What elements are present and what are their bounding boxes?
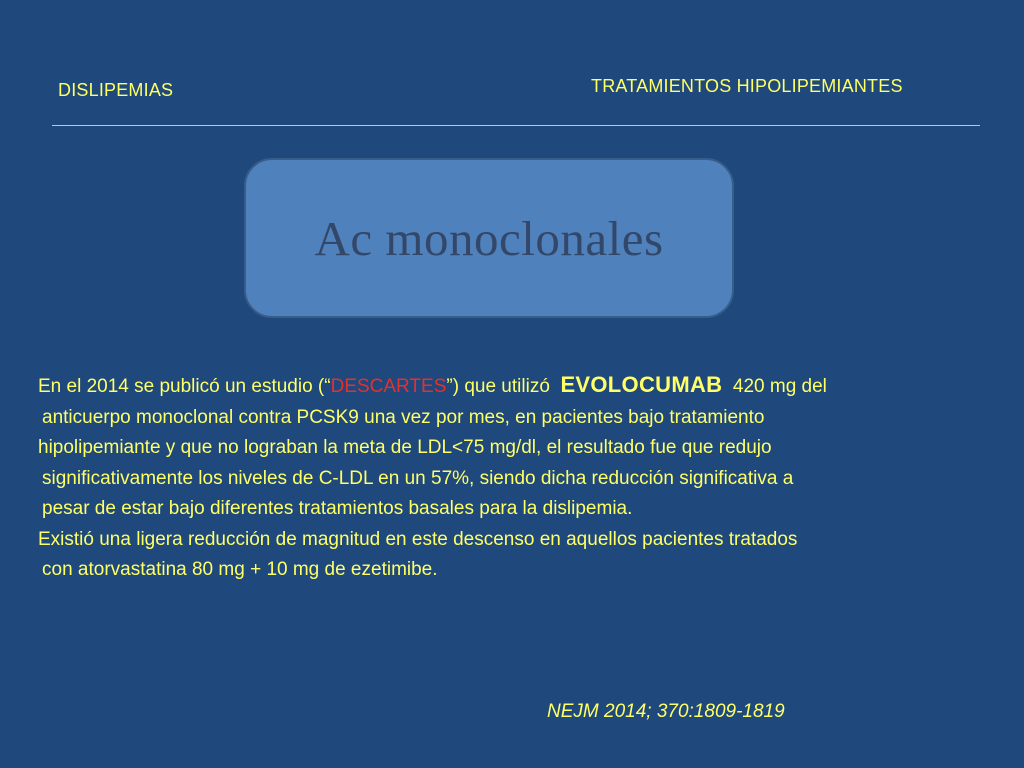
body-line-1 [38, 370, 988, 403]
study-name: DESCARTES [330, 376, 447, 397]
drug-name: EVOLOCUMAB [560, 372, 723, 397]
reference-citation: NEJM 2014; 370:1809-1819 [547, 701, 785, 722]
body-line-2: anticuerpo monoclonal contra PCSK9 una vez por mes, en pacientes bajo tratamiento [42, 406, 765, 428]
title-box [244, 158, 734, 318]
header-section: TRATAMIENTOS HIPOLIPEMIANTES [591, 76, 903, 96]
body-text [38, 370, 988, 586]
header-topic: DISLIPEMIAS [58, 80, 174, 100]
body-line-3: hipolipemiante y que no lograban la meta de LDL<75 mg/dl, el resultado fue que redujo [38, 437, 772, 458]
body-line-1-pre: En el 2014 se publicó un estudio (“ [38, 376, 331, 397]
header-divider [52, 125, 980, 126]
body-line-1-post: 420 mg del [722, 376, 827, 397]
body-line-1-mid: ”) que utilizó [446, 376, 561, 397]
slide-title: Ac monoclonales [314, 210, 664, 266]
body-line-5: pesar de estar bajo diferentes tratamientos basales para la dislipemia. [42, 498, 633, 519]
body-line-7: con atorvastatina 80 mg + 10 mg de ezetimibe. [42, 559, 438, 580]
body-line-4: significativamente los niveles de C-LDL en un 57%, siendo dicha reducción significativa a [42, 467, 794, 489]
body-line-6: Existió una ligera reducción de magnitud en este descenso en aquellos pacientes tratados [38, 528, 798, 550]
